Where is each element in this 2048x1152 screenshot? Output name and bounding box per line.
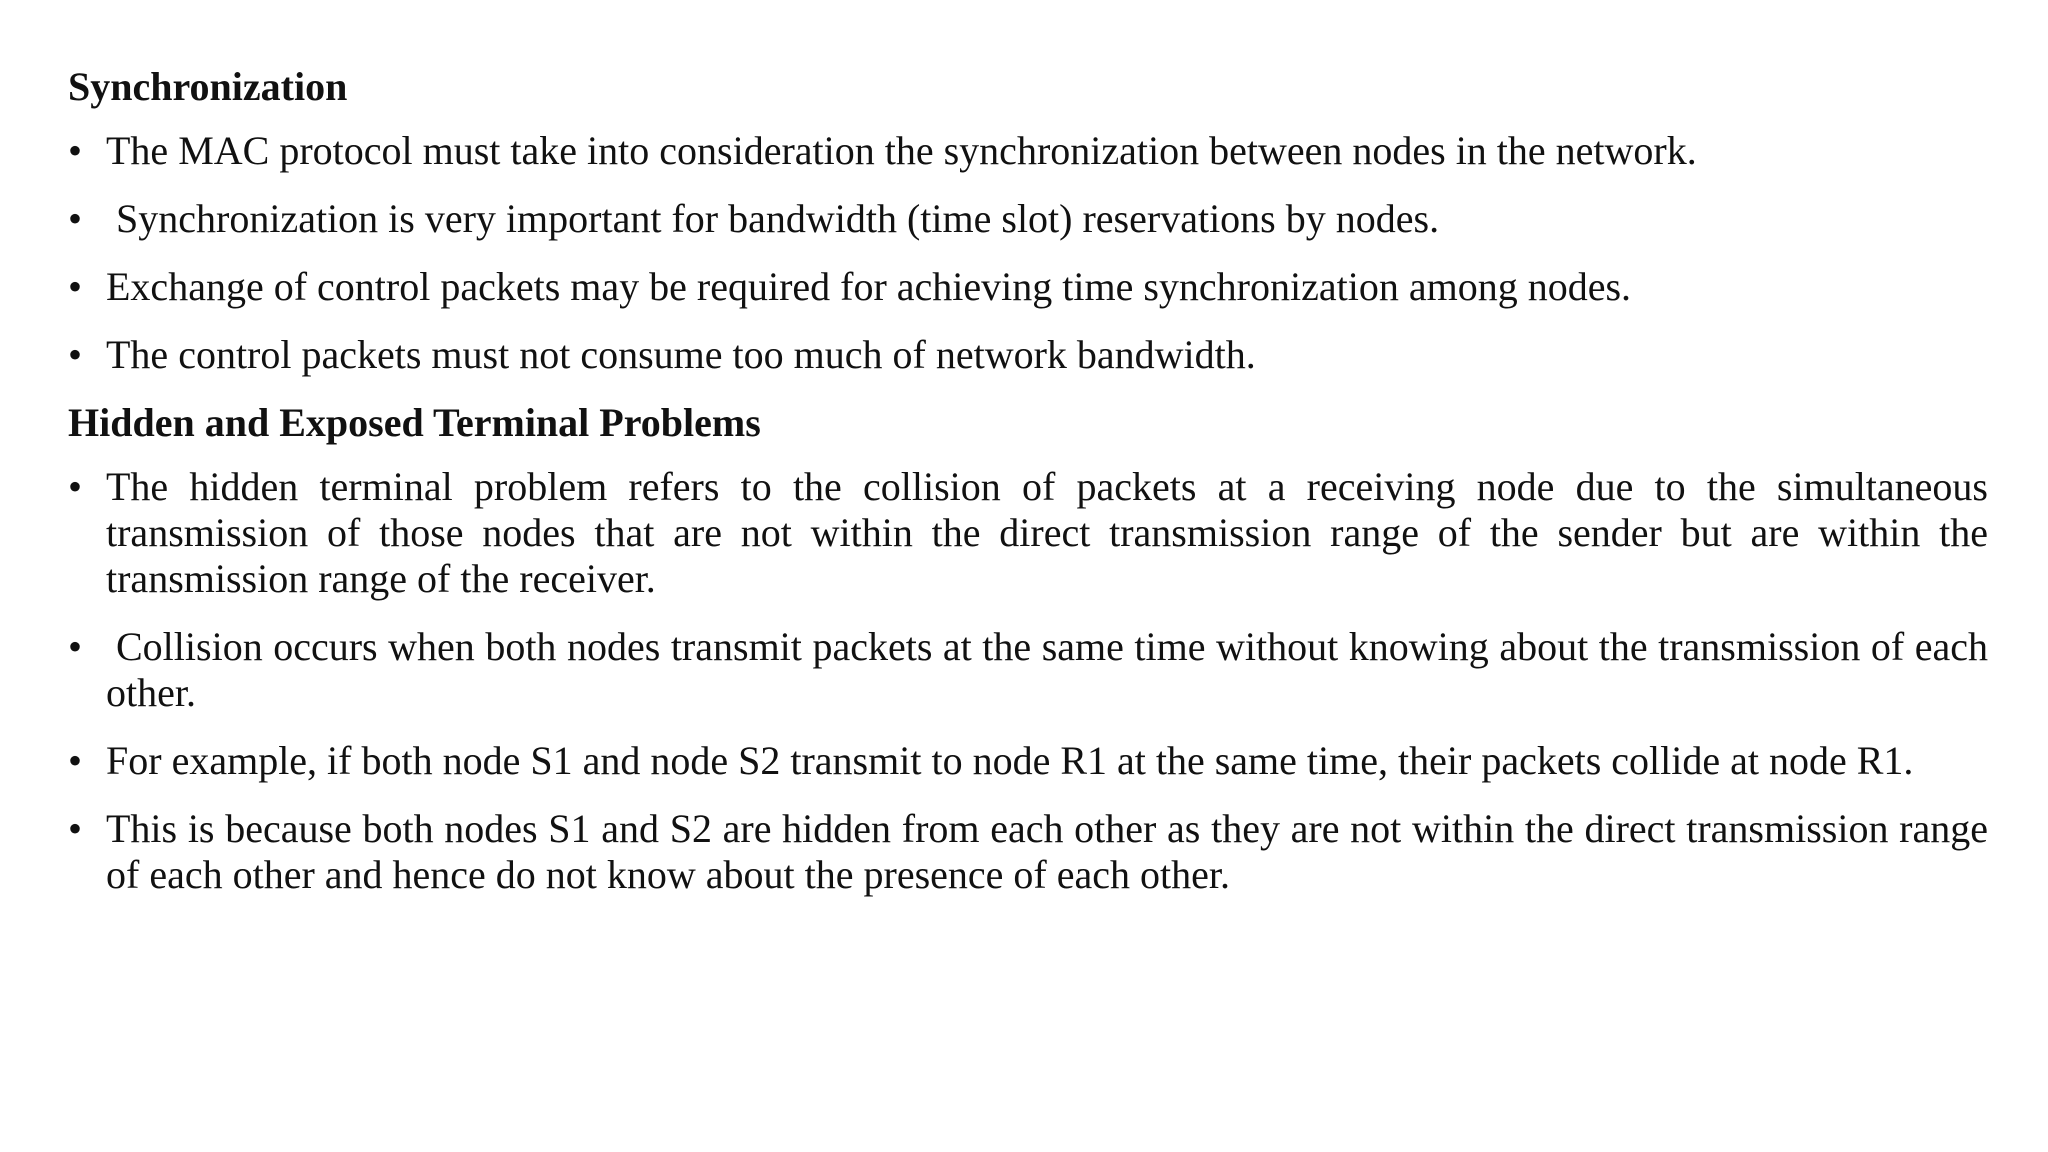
bullet-text: For example, if both node S1 and node S2 transmit to node R1 at the same time, their packets collide at node R1. xyxy=(106,738,1914,783)
bullet-item xyxy=(68,806,1988,898)
bullet-item xyxy=(68,624,1988,716)
bullet-list-synchronization xyxy=(68,128,1988,378)
bullet-item xyxy=(68,332,1988,378)
bullet-icon: • xyxy=(68,196,83,241)
bullet-text: Collision occurs when both nodes transmit packets at the same time without knowing about the transmission of each other. xyxy=(106,624,1988,715)
bullet-item xyxy=(68,196,1988,242)
bullet-text: The MAC protocol must take into consideration the synchronization between nodes in the network. xyxy=(106,128,1697,173)
bullet-text: Synchronization is very important for bandwidth (time slot) reservations by nodes. xyxy=(116,196,1440,241)
bullet-icon: • xyxy=(68,738,83,783)
bullet-icon: • xyxy=(68,624,83,669)
section-heading-synchronization: Synchronization xyxy=(68,64,348,109)
bullet-item xyxy=(68,738,1988,784)
bullet-item xyxy=(68,464,1988,602)
bullet-text: The hidden terminal problem refers to the collision of packets at a receiving node due to the simultaneous transmission of those nodes that are not within the direct transmission range of the sender but are within the transmission range of the receiver. xyxy=(106,464,1988,601)
bullet-icon: • xyxy=(68,464,83,509)
section-heading-hidden-exposed-terminal: Hidden and Exposed Terminal Problems xyxy=(68,400,761,445)
slide-content xyxy=(68,64,1988,898)
bullet-icon: • xyxy=(68,264,83,309)
bullet-icon: • xyxy=(68,128,83,173)
bullet-text: This is because both nodes S1 and S2 are hidden from each other as they are not within the direct transmission range of each other and hence do not know about the presence of each other. xyxy=(106,806,1988,897)
bullet-item xyxy=(68,128,1988,174)
bullet-text: Exchange of control packets may be required for achieving time synchronization among nodes. xyxy=(106,264,1632,309)
bullet-icon: • xyxy=(68,806,83,851)
bullet-icon: • xyxy=(68,332,83,377)
bullet-text: The control packets must not consume too much of network bandwidth. xyxy=(106,332,1256,377)
bullet-item xyxy=(68,264,1988,310)
bullet-list-hidden-exposed-terminal xyxy=(68,464,1988,898)
